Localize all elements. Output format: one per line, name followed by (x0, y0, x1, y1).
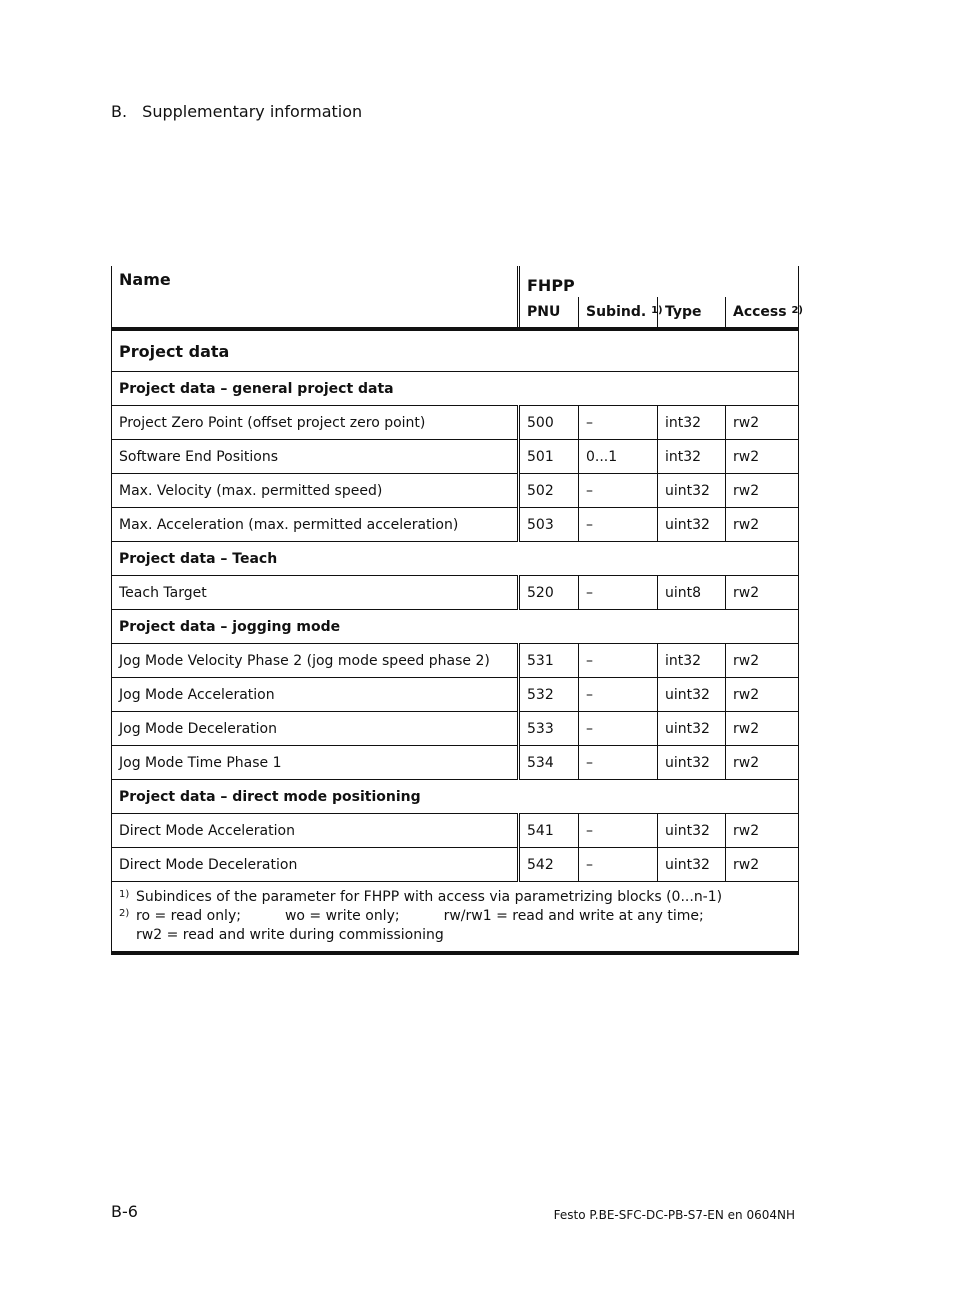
header-subind: Subind. $^{1)}$ (579, 297, 658, 329)
header-type: Type (658, 297, 726, 329)
parameter-table (111, 266, 803, 955)
table-row: Teach Target 520 – uint8 rw2 (112, 576, 799, 610)
table-row: Software End Positions 501 0...1 int32 rw2 (112, 440, 799, 474)
table-row: Project Zero Point (offset project zero point) 500 – int32 rw2 (112, 406, 799, 440)
group-title-row: Project data – Teach (112, 542, 799, 576)
table-row: Jog Mode Velocity Phase 2 (jog mode speed phase 2) 531 – int32 rw2 (112, 644, 799, 678)
group-title-row: Project data – general project data (112, 372, 799, 406)
footnotes-row (112, 882, 799, 954)
section-title-cell: Project data (112, 331, 799, 372)
footnote-1: 1) Subindices of the parameter for FHPP with access via parametrizing blocks (0...n-1) (119, 889, 723, 905)
table-row: Jog Mode Deceleration 533 – uint32 rw2 (112, 712, 799, 746)
footnote-ref-2: 2) (791, 305, 803, 316)
header-pnu: PNU (519, 297, 579, 329)
group-title-row: Project data – jogging mode (112, 610, 799, 644)
table-row: Jog Mode Time Phase 1 534 – uint32 rw2 (112, 746, 799, 780)
footnote-ref-1: 1) (651, 305, 663, 316)
section-title: Supplementary information (142, 102, 363, 121)
table-row: Direct Mode Deceleration 542 – uint32 rw2 (112, 848, 799, 882)
table-row: Max. Velocity (max. permitted speed) 502 – uint32 rw2 (112, 474, 799, 508)
table-header-row-1 (112, 266, 799, 297)
page-number: B-6 (111, 1202, 138, 1221)
footnotes (112, 882, 799, 954)
table-row: Max. Acceleration (max. permitted acceleration) 503 – uint32 rw2 (112, 508, 799, 542)
table-row: Direct Mode Acceleration 541 – uint32 rw2 (112, 814, 799, 848)
header-access: Access $^{2)}$ (726, 297, 799, 329)
section-row (112, 331, 799, 372)
section-heading (111, 102, 362, 121)
table-row: Jog Mode Acceleration 532 – uint32 rw2 (112, 678, 799, 712)
group-title-row: Project data – direct mode positioning (112, 780, 799, 814)
document-id: Festo P.BE-SFC-DC-PB-S7-EN en 0604NH (553, 1208, 795, 1222)
footnote-2: 2) ro = read only; wo = write only; rw/rw1 = read and write at any time; rw2 = read and write during commissioning (119, 908, 704, 943)
header-name: Name (112, 266, 519, 329)
section-number: B. (111, 102, 128, 121)
header-fhpp: FHPP (519, 266, 799, 297)
